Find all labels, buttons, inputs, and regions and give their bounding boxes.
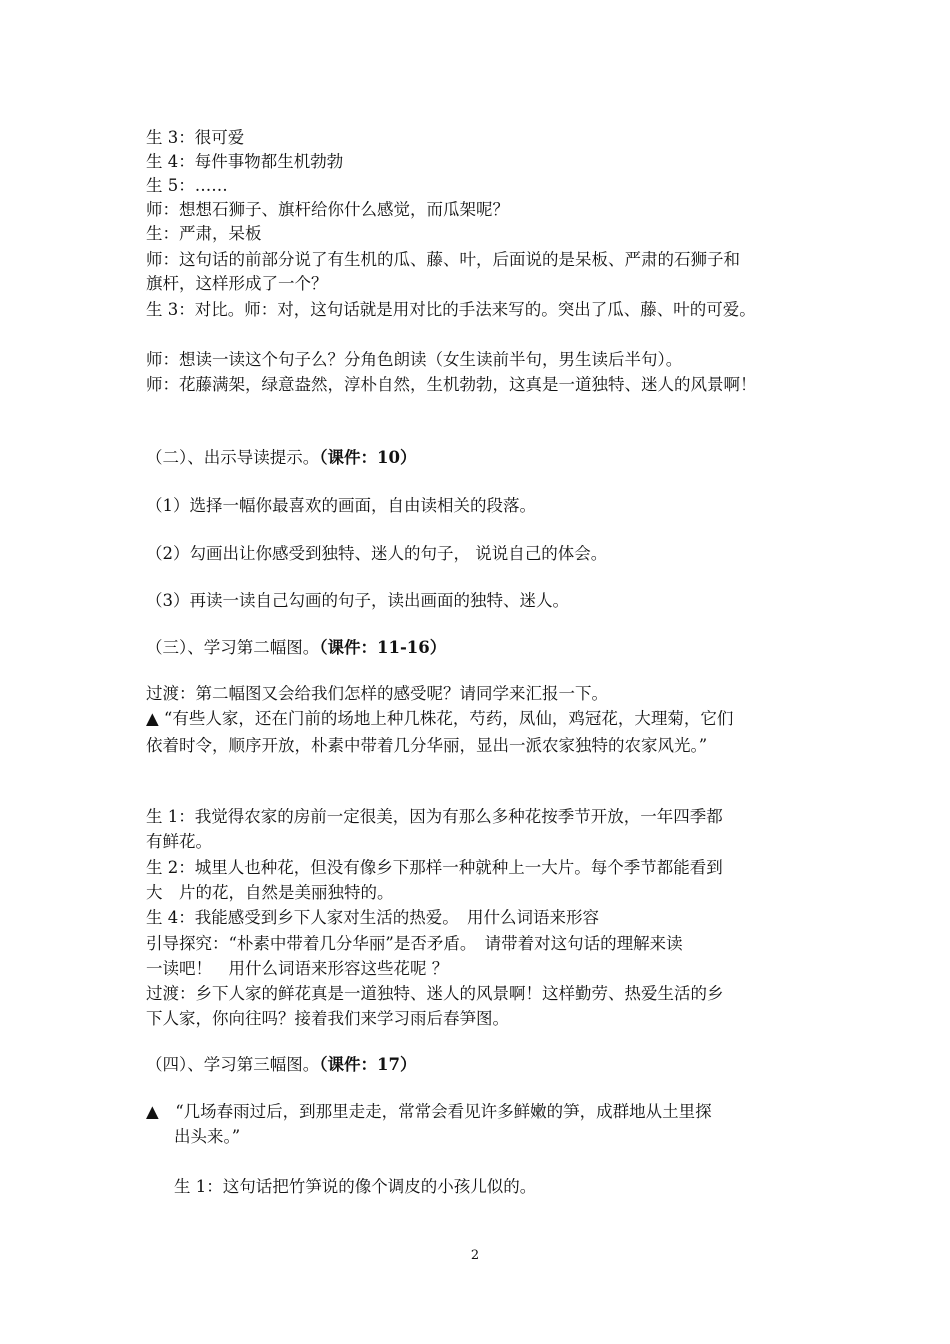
text-line: 一读吧！ 用什么词语来形容这些花呢 ？ <box>146 959 449 978</box>
text-line: 生 1：我觉得农家的房前一定很美，因为有那么多种花按季节开放，一年四季都 <box>146 807 723 826</box>
text-line: 生 3：很可爱 <box>146 128 245 147</box>
text-line: 过渡：第二幅图又会给我们怎样的感受呢？请同学来汇报一下。 <box>146 684 608 703</box>
quote-line: 依着时令，顺序开放，朴素中带着几分华丽，显出一派农家独特的农家风光。” <box>146 736 708 755</box>
courseware-ref: （课件：11-16） <box>319 638 447 657</box>
text-line: 生 2：城里人也种花，但没有像乡下那样一种就种上一大片。每个季节都能看到 <box>146 858 723 877</box>
section-heading-4 <box>146 1054 416 1076</box>
text-line: 生 4：每件事物都生机勃勃 <box>146 152 344 171</box>
courseware-ref: （课件：10） <box>319 448 417 467</box>
text-line: 师：这句话的前部分说了有生机的瓜、藤、叶，后面说的是呆板、严肃的石狮子和 <box>146 250 740 269</box>
quote-line: 出头来。” <box>174 1127 241 1146</box>
page-number: 2 <box>470 1248 480 1263</box>
courseware-ref: （课件：17） <box>319 1055 417 1074</box>
text-line: 大 片的花，自然是美丽独特的。 <box>146 883 394 902</box>
text-line: 师：花藤满架，绿意盎然，淳朴自然，生机勃勃，这真是一道独特、迷人的风景啊！ <box>146 375 757 394</box>
text-line: 引导探究：“朴素中带着几分华丽”是否矛盾。 请带着对这句话的理解来读 <box>146 934 683 953</box>
text-line: （1）选择一幅你最喜欢的画面，自由读相关的段落。 <box>146 496 536 515</box>
heading-text: （四）、学习第三幅图。 <box>146 1055 320 1074</box>
text-line: 生：严肃，呆板 <box>146 224 262 243</box>
text-line: （3）再读一读自己勾画的句子，读出画面的独特、迷人。 <box>146 591 569 610</box>
section-heading-2 <box>146 447 416 469</box>
heading-text: （二）、出示导读提示。 <box>146 448 320 467</box>
section-heading-3 <box>146 637 446 659</box>
text-line: 下人家，你向往吗？接着我们来学习雨后春笋图。 <box>146 1009 509 1028</box>
text-line: 有鲜花。 <box>146 832 212 851</box>
text-line: 师：想想石狮子、旗杆给你什么感觉，而瓜架呢？ <box>146 200 509 219</box>
quote-line: ▲ “几场春雨过后，到那里走走，常常会看见许多鲜嫩的笋，成群地从土里探 <box>146 1102 712 1121</box>
quote-line: ▲ “有些人家，还在门前的场地上种几株花，芍药，凤仙，鸡冠花，大理菊，它们 <box>146 709 734 728</box>
text-line: 生 1：这句话把竹笋说的像个调皮的小孩儿似的。 <box>174 1177 537 1196</box>
text-line: 生 4：我能感受到乡下人家对生活的热爱。 用什么词语来形容 <box>146 908 599 927</box>
text-line: 师：想读一读这个句子么？分角色朗读（女生读前半句，男生读后半句）。 <box>146 350 683 369</box>
text-line: 生 3：对比。师：对，这句话就是用对比的手法来写的。突出了瓜、藤、叶的可爱。 <box>146 300 756 319</box>
text-line: 过渡：乡下人家的鲜花真是一道独特、迷人的风景啊！这样勤劳、热爱生活的乡 <box>146 984 724 1003</box>
text-line: （2）勾画出让你感受到独特、迷人的句子， 说说自己的体会。 <box>146 544 608 563</box>
text-line: 生 5：…… <box>146 176 228 195</box>
heading-text: （三）、学习第二幅图。 <box>146 638 320 657</box>
text-line: 旗杆，这样形成了一个？ <box>146 274 328 293</box>
